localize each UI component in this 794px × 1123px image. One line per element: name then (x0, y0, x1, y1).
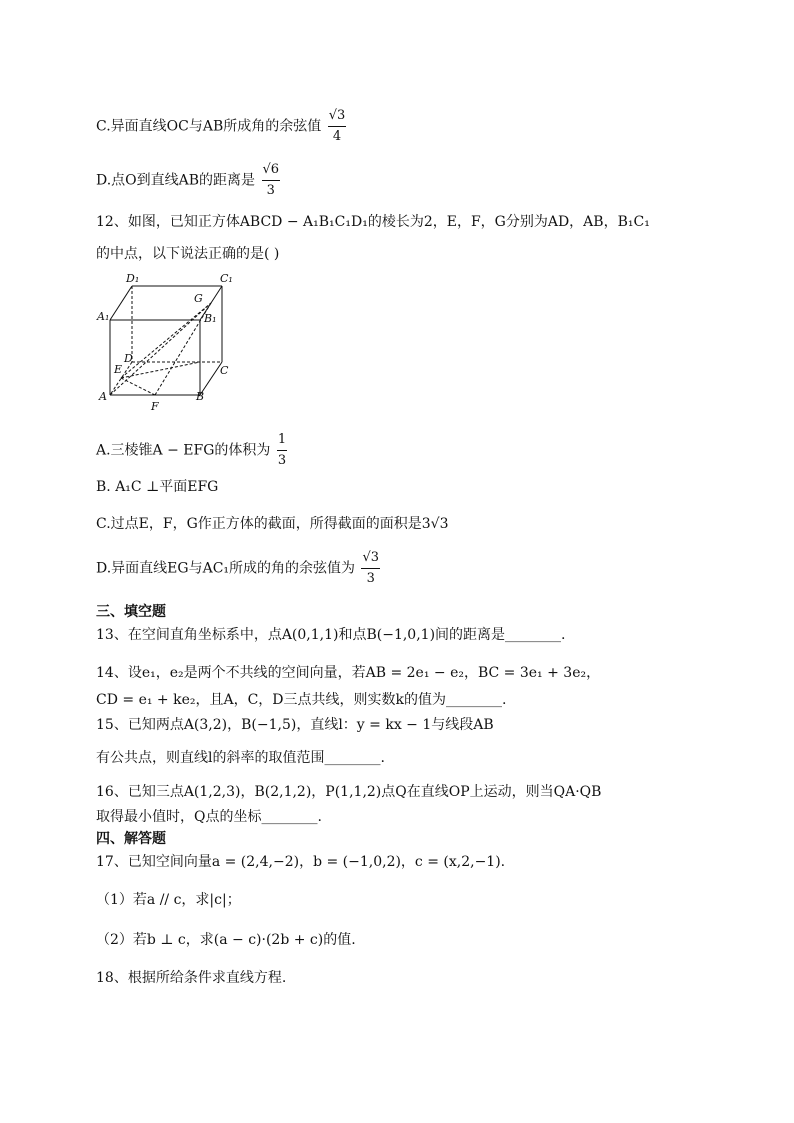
cube-figure (96, 270, 246, 415)
q15-line1: 15、已知两点A(3,2)，B(−1,5)，直线l：y = kx − 1与线段AB (96, 717, 494, 733)
q11-option-c: C.异面直线OC与AB所成角的余弦值 $\frac{√3}{4}$ (96, 106, 348, 147)
label-e: E (114, 363, 123, 376)
q12-option-a: A.三棱锥A − EFG的体积为 $\frac{1}{3}$ (96, 430, 289, 471)
label-b1: B₁ (204, 312, 217, 325)
q12-stem-line2: 的中点，以下说法正确的是( ) (96, 246, 280, 262)
q17-part1: （1）若a // c，求|c|； (96, 892, 241, 908)
q13: 13、在空间直角坐标系中，点A(0,1,1)和点B(−1,0,1)间的距离是________. (96, 627, 566, 643)
q15-line2: 有公共点，则直线l的斜率的取值范围________. (96, 750, 385, 766)
q12-option-b: B. A₁C ⊥平面EFG (96, 479, 219, 495)
label-a: A (99, 390, 107, 403)
q14-line2: CD = e₁ + ke₂，且A，C，D三点共线，则实数k的值为________. (96, 692, 507, 708)
section-heading-answer: 四、解答题 (96, 831, 166, 847)
q12-stem-line1: 12、如图，已知正方体ABCD − A₁B₁C₁D₁的棱长为2，E，F，G分别为AD，AB，B₁C₁ (96, 214, 650, 230)
fraction: $\frac{√3}{4}$ (328, 108, 346, 144)
q16-line1: 16、已知三点A(1,2,3)，B(2,1,2)，P(1,1,2)点Q在直线OP上运动，则当QA·QB (96, 784, 602, 800)
q14-line1: 14、设e₁，e₂是两个不共线的空间向量，若AB = 2e₁ − e₂，BC = 3e₁ + 3e₂， (96, 665, 601, 681)
fraction: $\frac{√6}{3}$ (262, 162, 280, 198)
q17-stem: 17、已知空间向量a = (2,4,−2)，b = (−1,0,2)，c = (x,2,−1). (96, 854, 506, 870)
q17-part2: （2）若b ⊥ c，求(a − c)·(2b + c)的值. (96, 932, 356, 948)
segment-a-g (110, 303, 211, 395)
label-g: G (194, 292, 203, 305)
edge (110, 286, 132, 320)
label-a1: A₁ (97, 310, 110, 323)
q18: 18、根据所给条件求直线方程. (96, 970, 287, 986)
label-b: B (196, 390, 205, 403)
q11-option-d: D.点O到直线AB的距离是 $\frac{√6}{3}$ (96, 160, 282, 201)
label-c1: C₁ (220, 272, 233, 285)
segment-e-c (121, 362, 200, 378)
section-heading-fill-in: 三、填空题 (96, 604, 166, 620)
fraction: $\frac{√3}{3}$ (362, 550, 380, 586)
label-f: F (151, 400, 159, 413)
q12-option-d: D.异面直线EG与AC₁所成的角的余弦值为 $\frac{√3}{3}$ (96, 548, 382, 589)
label-d1: D₁ (126, 272, 140, 285)
label-d: D (124, 352, 133, 365)
segment-f-g (155, 303, 211, 395)
q16-line2: 取得最小值时，Q点的坐标________. (96, 809, 322, 825)
segment-e-g (121, 303, 211, 378)
q12-option-c: C.过点E，F，G作正方体的截面，所得截面的面积是3√3 (96, 516, 449, 532)
fraction: $\frac{1}{3}$ (277, 432, 287, 468)
label-c: C (220, 364, 229, 377)
